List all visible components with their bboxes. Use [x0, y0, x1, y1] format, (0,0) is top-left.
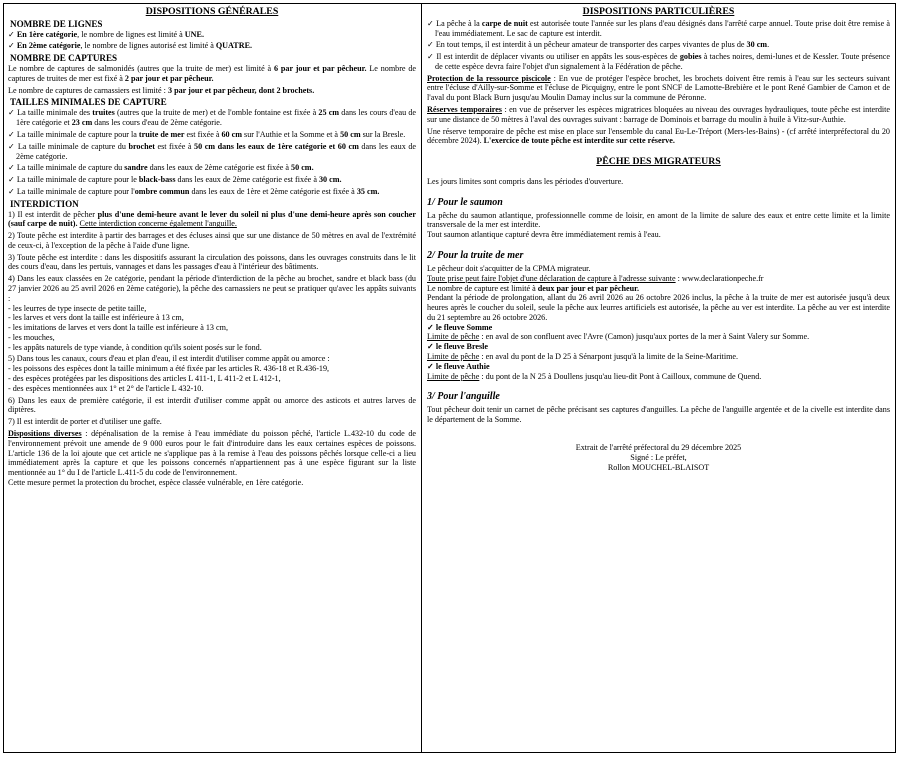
size-trout: ✓ La taille minimale des truites (autres que la truite de mer) et de l'omble fontaine est fixée à 25 cm dans les cours d'eau de 1ère catégorie et 23 cm dans les cours d'eau de 2ème catégorie.	[8, 108, 417, 128]
regulation-document	[3, 3, 896, 753]
signature-block	[427, 443, 890, 472]
river-bresle-limit: Limite de pêche : en aval du pont de la D 25 à Sénarpont jusqu'à la limite de la Seine-Maritime.	[427, 352, 739, 362]
prohibition-2: 2) Toute pêche est interdite à partir des barrages et des écluses ainsi que sur une distance de 50 mètres en aval de l'extrémité de ceux-ci, à l'exception de la pêche à l'aide d'une ligne.	[8, 231, 416, 250]
river-bresle-heading: ✓ le fleuve Bresle	[427, 342, 489, 352]
list-item: - des espèces mentionnées aux 1° et 2° de l'article L 432-10.	[8, 383, 204, 393]
lines-cat2: ✓ En 2ème catégorie, le nombre de lignes autorisé est limité à QUATRE.	[8, 41, 253, 51]
specific-provisions-title: DISPOSITIONS PARTICULIÈRES	[582, 6, 735, 17]
size-grayling: ✓ La taille minimale de capture pour l'ombre commun dans les eaux de 1ère et 2ème catégorie est fixée à 35 cm.	[8, 186, 380, 196]
misc-provisions-note: Cette mesure permet la protection du brochet, espèce classée vulnérable, en 1ère catégorie.	[8, 477, 304, 487]
prohibition-heading: INTERDICTION	[10, 198, 79, 209]
signature-signed: Signé : Le préfet,	[630, 452, 687, 462]
salmon-text-1: La pêche du saumon atlantique, professionnelle comme de loisir, en amont de la limite de salure des eaux et entre cette limite et la limite transversale de la mer est interdite.	[427, 210, 890, 230]
list-item: - les poissons des espèces dont la taille minimum a été fixée par les articles R. 436-18 et R.436-19,	[8, 364, 330, 374]
carp-transport: ✓ En tout temps, il est interdit à un pêcheur amateur de transporter des carpes vivantes de plus de 30 cm.	[427, 40, 770, 50]
list-item: - les larves et vers dont la taille est inférieure à 13 cm,	[8, 313, 184, 323]
captures-salmonids: Le nombre de captures de salmonidés (autres que la truite de mer) est limité à 6 par jour et par pêcheur. Le nombre de captures de truites de mer est fixé à 2 par jour et par pêcheur.	[8, 64, 417, 83]
sea-trout-limit: Le nombre de capture est limité à deux par jour et par pêcheur.	[427, 283, 640, 293]
prohibition-1: 1) Il est interdit de pêcher plus d'une demi-heure avant le lever du soleil ni plus d'une demi-heure après son coucher (sauf carpe de nuit). Cette interdiction concerne également l'anguille.	[8, 209, 416, 229]
lines-heading: NOMBRE DE LIGNES	[10, 18, 103, 29]
prohibition-5-list	[8, 364, 416, 393]
gobies: ✓ Il est interdit de déplacer vivants ou utiliser en appâts les sous-espèces de gobies à taches noires, demi-lunes et de Kessler. Toute présence de cette espèce devra faire l'objet d'un signalement à la Fédération de pêche.	[427, 52, 890, 71]
resource-protection: Protection de la ressource piscicole : En vue de protéger l'espèce brochet, les brochets doivent être remis à l'eau sur les secteurs suivant entre l'écluse d'Ailly-sur-Somme et l'écluse de Picquigny, entre le pont SNCF de Lamotte-Brebière et le pont René Gambier de Camon et de l'aval du pont Black Burn jusqu'au Moulin Damay inclus sur la commune de Péronne.	[427, 73, 890, 103]
salmon-heading: 1/ Pour le saumon	[427, 196, 503, 208]
salmon-text-2: Tout saumon atlantique capturé devra être immédiatement remis à l'eau.	[427, 230, 661, 240]
general-provisions-title: DISPOSITIONS GÉNÉRALES	[145, 6, 279, 17]
list-item: - les mouches,	[8, 332, 55, 342]
prohibition-4-list	[8, 304, 416, 353]
migratory-intro: Les jours limites sont compris dans les périodes d'ouverture.	[427, 176, 624, 186]
general-provisions-column	[4, 4, 422, 752]
river-authie-heading: ✓ le fleuve Authie	[427, 361, 490, 371]
river-somme-heading: ✓ le fleuve Somme	[427, 322, 493, 332]
sea-trout-declaration: Toute prise peut faire l'objet d'une déclaration de capture à l'adresse suivante : www.declarationpeche.fr	[427, 273, 764, 283]
size-black-bass: ✓ La taille minimale de capture pour le black-bass dans les eaux de 2ème catégorie est fixée à 30 cm.	[8, 175, 342, 185]
list-item: - des espèces protégées par les dispositions des articles L 411-1, L 411-2 et L 412-1,	[8, 374, 281, 384]
prohibition-4: 4) Dans les eaux classées en 2e catégorie, pendant la période d'interdiction de la pêche au brochet, sandre et black bass (du 27 janvier 2026 au 25 avril 2026 en 2ème catégorie), la pêche des carnassiers ne peut se pratiquer qu'avec les appâts suivants :	[8, 274, 416, 303]
sizes-heading: TAILLES MINIMALES DE CAPTURE	[10, 97, 167, 108]
temporary-reserves: Réserves temporaires : en vue de préserver les espèces migratrices bloquées au niveau des ouvrages hydrauliques, toute pêche est interdite sur une distance de 50 mètres à l'aval des ouvrages suivant : barrage de Dominois et barrage du moulin à huile à Vitz-sur-Authie.	[427, 105, 890, 124]
captures-heading: NOMBRE DE CAPTURES	[10, 53, 118, 64]
migratory-title: PÊCHE DES MIGRATEURS	[596, 156, 721, 168]
captures-predators: Le nombre de captures de carnassiers est limité : 3 par jour et par pêcheur, dont 2 brochets.	[8, 85, 315, 95]
river-somme-limit: Limite de pêche : en aval de son confluent avec l'Avre (Camon) jusqu'aux portes de la mer à Saint Valery sur Somme.	[427, 332, 810, 342]
specific-provisions-column	[422, 4, 895, 752]
eel-heading: 3/ Pour l'anguille	[427, 391, 500, 403]
size-pike: ✓ La taille minimale de capture du brochet est fixée à 50 cm dans les eaux de 1ère catégorie et 60 cm dans les eaux de 2ème catégorie.	[8, 141, 417, 161]
size-zander: ✓ La taille minimale de capture du sandre dans les eaux de 2ème catégorie est fixée à 50 cm.	[8, 163, 314, 173]
sea-trout-heading: 2/ Pour la truite de mer	[427, 250, 524, 261]
size-sea-trout: ✓ La taille minimale de capture pour la truite de mer est fixée à 60 cm sur l'Authie et la Somme et à 50 cm sur la Bresle.	[8, 129, 406, 139]
list-item: - les imitations de larves et vers dont la taille est inférieure à 13 cm,	[8, 323, 228, 333]
signature-name: Rollon MOUCHEL-BLAISOT	[607, 462, 710, 472]
eel-text: Tout pêcheur doit tenir un carnet de pêche précisant ses captures d'anguilles. La pêche de l'anguille argentée et de la civelle est interdite dans le département de la Somme.	[427, 405, 890, 425]
temporary-reserve-canal: Une réserve temporaire de pêche est mise en place sur l'ensemble du canal Eu-Le-Tréport (Mers-les-Bains) - (cf arrêté interpréfectoral du 20 décembre 2024). L'exercice de toute pêche est interdite sur cette réserve.	[427, 126, 890, 146]
list-item: - les leurres de type insecte de petite taille,	[8, 303, 147, 313]
list-item: - les appâts naturels de type viande, à condition qu'ils soient posés sur le fond.	[8, 342, 262, 352]
night-carp: ✓ La pêche à la carpe de nuit est autorisée toute l'année sur les plans d'eau désignés dans l'arrêté carpe annuel. Toute prise doit être remise à l'eau immédiatement. Le sac de capture est interdit.	[427, 18, 890, 38]
sea-trout-cpma: Le pêcheur doit s'acquitter de la CPMA migrateur.	[427, 264, 591, 273]
sea-trout-extension: Pendant la période de prolongation, allant du 26 avril 2026 au 26 octobre 2026 inclus, la pêche à la truite de mer est autorisée jusqu'à deux heures après le coucher du soleil, seule la pêche aux leurres artificiels est autorisée, la pêche au ver est interdite. La pêche au ver est interdite du 21 septembre au 26 octobre 2026.	[427, 293, 890, 322]
prohibition-7: 7) Il est interdit de porter et d'utiliser une gaffe.	[8, 417, 162, 427]
misc-provisions: Dispositions diverses : dépénalisation de la remise à l'eau immédiate du poisson pêché, l'article L.432-10 du code de l'environnement prévoit une amende de 9 000 euros pour le fait d'introduire dans les eaux certaines espèces de poissons. L'article 136 de la loi ajoute que cet article ne s'applique pas à la remise à l'eau des poissons pêchés lorsque celle-ci a lieu immédiatement après la capture et que les poissons concernés n'appartiennent pas à une espèce figurant sur la liste mentionnée au 1° du I de l'article L.411-5 du code de l'environnement.	[8, 428, 416, 478]
prohibition-6: 6) Dans les eaux de première catégorie, il est interdit d'utiliser comme appât ou amorce des asticots et autres larves de diptères.	[8, 395, 416, 415]
river-authie-limit: Limite de pêche : du pont de la N 25 à Doullens jusqu'au lieu-dit Pont à Cailloux, commune de Quend.	[427, 371, 762, 381]
prohibition-3: 3) Toute pêche est interdite : dans les dispositifs assurant la circulation des poissons, dans les ouvrages construits dans le lit des cours d'eau, dans les pertuis, vannages et dans les passages d'eau à l'intérieur des bâtiments.	[8, 252, 416, 272]
prohibition-5: 5) Dans tous les canaux, cours d'eau et plan d'eau, il est interdit d'utiliser comme appât ou amorce :	[8, 354, 330, 364]
signature-decree: Extrait de l'arrêté préfectoral du 29 décembre 2025	[575, 442, 742, 452]
lines-cat1: ✓ En 1ère catégorie, le nombre de lignes est limité à UNE.	[8, 29, 204, 39]
